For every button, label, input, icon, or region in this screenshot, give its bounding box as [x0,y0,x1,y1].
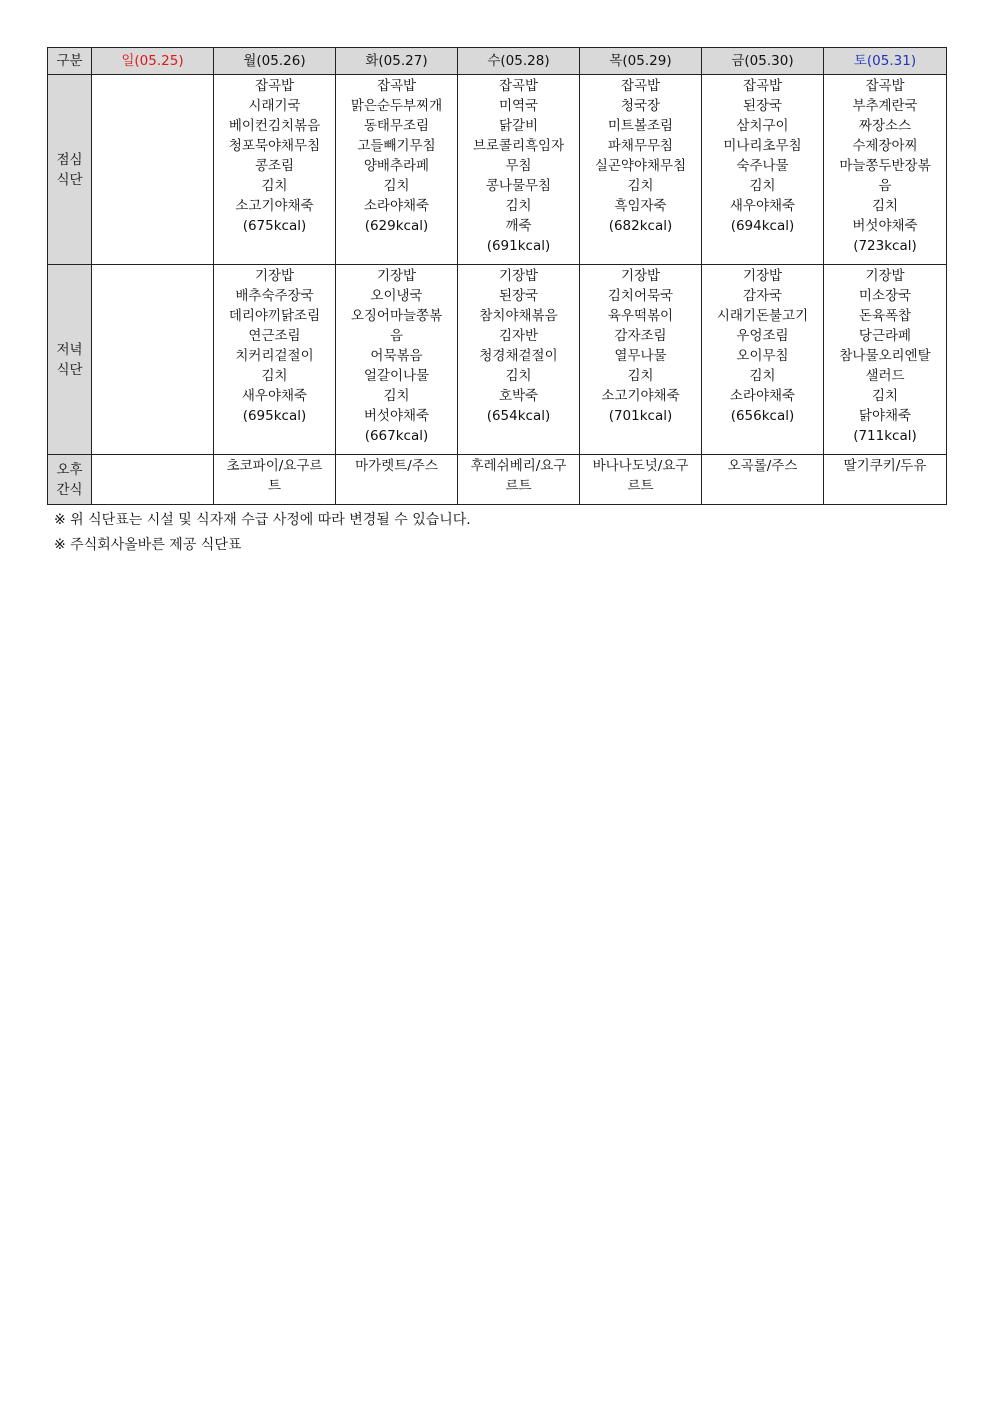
menu-item: 청국장 [620,98,661,114]
menu-item: 마가렛트/주스 [355,458,438,474]
menu-item: 소고기야채죽 [601,388,680,404]
menu-item: (667kcal) [364,428,429,444]
day-header: 월(05.26) [214,48,336,75]
menu-item: (694kcal) [730,218,795,234]
menu-item: 김치 [871,198,899,214]
meal-plan-table [47,47,947,505]
menu-item: 부추계란국 [852,98,918,114]
menu-item: 참나물오리엔탈 [839,348,931,364]
day-header: 금(05.30) [702,48,824,75]
menu-item: 파채무무침 [607,138,674,154]
menu-item: 르트 [627,478,654,494]
menu-cell [580,75,702,265]
menu-cell [458,75,580,265]
menu-item: 새우야채죽 [729,198,796,214]
menu-item: (711kcal) [853,428,917,444]
menu-item: 초코파이/요구르 [226,458,323,474]
menu-item: 맑은순두부찌개 [350,98,443,114]
menu-item: 닭갈비 [498,118,539,134]
menu-item: (654kcal) [486,408,551,424]
menu-item: 김치어묵국 [607,288,674,304]
menu-item: 브로콜리흑임자 [472,138,565,154]
menu-item: 소라야채죽 [363,198,430,214]
menu-cell [336,265,458,455]
menu-item: 콩조림 [254,158,295,174]
menu-item: (656kcal) [730,408,795,424]
menu-cell [336,75,458,265]
snack-row [48,455,947,505]
menu-item: (629kcal) [364,218,429,234]
row-label-line: 식단 [56,361,83,378]
menu-item: 오이냉국 [370,288,423,304]
menu-item: 미소장국 [858,288,912,304]
menu-item: 버섯야채죽 [852,218,918,234]
row-label-line: 식단 [56,171,83,188]
menu-item: 오곡롤/주스 [727,458,798,474]
menu-item: 된장국 [498,288,539,304]
menu-cell [92,455,214,505]
menu-item: 미트볼조림 [607,118,674,134]
menu-item: 음 [389,328,404,344]
menu-item: 미나리초무침 [723,138,802,154]
note-line: ※ 위 식단표는 시설 및 식자재 수급 사정에 따라 변경될 수 있습니다. [54,512,471,528]
menu-item: 기장밥 [498,268,539,284]
row-label-line: 저녁 [56,341,83,358]
menu-item: 잡곡밥 [376,78,417,94]
menu-item: 배추숙주장국 [235,288,314,304]
menu-item: 샐러드 [865,368,905,384]
menu-cell [702,265,824,455]
menu-item: 청포묵야채무침 [228,138,321,154]
menu-item: 동태무조림 [363,118,430,134]
menu-item: 김자반 [498,328,539,344]
menu-item: 감자국 [742,288,783,304]
lunch-row [48,75,947,265]
menu-item: 잡곡밥 [742,78,783,94]
menu-item: 음 [878,178,892,194]
menu-item: 기장밥 [620,268,661,284]
menu-item: 된장국 [742,98,783,114]
menu-item: 후레쉬베리/요구 [470,458,567,474]
day-header: 일(05.25) [92,48,214,75]
menu-item: 호박죽 [498,388,539,404]
menu-item: 시래기돈불고기 [716,308,809,324]
row-label-line: 오후 [56,461,83,478]
menu-item: 마늘쫑두반장볶 [839,158,931,174]
menu-item: 짜장소스 [858,118,912,134]
menu-cell [214,75,336,265]
day-header: 목(05.29) [580,48,702,75]
menu-item: 잡곡밥 [620,78,661,94]
menu-item: 감자조림 [614,328,667,344]
menu-item: 김치 [261,178,288,194]
menu-item: 베이컨김치볶음 [228,118,321,134]
menu-cell [214,455,336,505]
menu-item: 김치 [749,178,776,194]
menu-item: (691kcal) [486,238,551,254]
menu-item: 르트 [505,478,532,494]
menu-item: (701kcal) [608,408,673,424]
menu-cell [824,455,947,505]
menu-item: 돈육폭찹 [858,308,912,324]
menu-item: 삼치구이 [736,118,789,134]
menu-item: 기장밥 [376,268,417,284]
menu-item: 흑임자죽 [614,198,667,214]
menu-item: 육우떡볶이 [607,308,674,324]
menu-item: 어묵볶음 [370,348,423,364]
menu-item: 오징어마늘쫑볶 [350,308,443,324]
menu-item: 고들빼기무침 [357,138,436,154]
row-label-line: 간식 [56,481,83,498]
menu-item: 소라야채죽 [729,388,796,404]
menu-item: (723kcal) [853,238,917,254]
menu-cell [580,455,702,505]
menu-item: 소고기야채죽 [235,198,314,214]
dinner-row [48,265,947,455]
header-row [48,48,947,75]
menu-cell [458,265,580,455]
menu-item: 깨죽 [505,218,532,234]
menu-cell [92,265,214,455]
menu-item: 청경채겉절이 [479,348,558,364]
menu-item: 김치 [261,368,288,384]
menu-cell [824,265,947,455]
menu-cell [824,75,947,265]
menu-item: 숙주나물 [736,158,789,174]
menu-item: 기장밥 [742,268,783,284]
menu-item: 김치 [383,178,410,194]
menu-item: 새우야채죽 [241,388,308,404]
menu-item: 당근라페 [858,328,912,344]
menu-item: 미역국 [498,98,539,114]
row-label-line: 점심 [56,151,83,168]
row-label [48,455,92,505]
header-label: 구분 [48,48,92,75]
menu-item: 잡곡밥 [865,78,905,94]
menu-item: 무침 [505,158,532,174]
menu-item: 양배추라페 [363,158,430,174]
menu-item: 수제장아찌 [852,138,918,154]
menu-cell [702,455,824,505]
day-header: 화(05.27) [336,48,458,75]
menu-item: 김치 [505,368,532,384]
menu-item: 김치 [383,388,410,404]
menu-item: 바나나도넛/요구 [592,458,689,474]
menu-cell [336,455,458,505]
menu-item: 잡곡밥 [498,78,539,94]
menu-item: 오이무침 [736,348,789,364]
menu-item: 트 [267,478,282,494]
menu-item: (675kcal) [242,218,307,234]
notes [54,508,471,558]
menu-item: 잡곡밥 [254,78,295,94]
menu-item: 김치 [871,388,899,404]
menu-item: 콩나물무침 [485,178,552,194]
menu-cell [580,265,702,455]
menu-item: 김치 [505,198,532,214]
menu-item: 버섯야채죽 [363,408,430,424]
menu-item: 실곤약야채무침 [594,158,687,174]
menu-item: 김치 [627,368,654,384]
menu-item: 김치 [749,368,776,384]
menu-item: 기장밥 [254,268,295,284]
day-header: 토(05.31) [824,48,947,75]
row-label [48,265,92,455]
menu-item: 열무나물 [614,348,667,364]
menu-item: (695kcal) [242,408,307,424]
menu-cell [702,75,824,265]
menu-item: 얼갈이나물 [363,368,430,384]
menu-item: 딸기쿠키/두유 [843,458,927,474]
menu-cell [214,265,336,455]
menu-item: 김치 [627,178,654,194]
menu-item: 닭야채죽 [858,408,912,424]
menu-item: (682kcal) [608,218,673,234]
menu-item: 치커리겉절이 [235,348,314,364]
row-label [48,75,92,265]
day-header: 수(05.28) [458,48,580,75]
menu-item: 연근조림 [248,328,301,344]
menu-item: 참치야채볶음 [479,308,558,324]
menu-cell [458,455,580,505]
menu-cell [92,75,214,265]
note-line: ※ 주식회사올바른 제공 식단표 [54,537,242,553]
menu-item: 기장밥 [865,268,905,284]
menu-item: 시래기국 [248,98,301,114]
menu-item: 데리야끼닭조림 [228,308,321,324]
menu-item: 우엉조림 [736,328,789,344]
